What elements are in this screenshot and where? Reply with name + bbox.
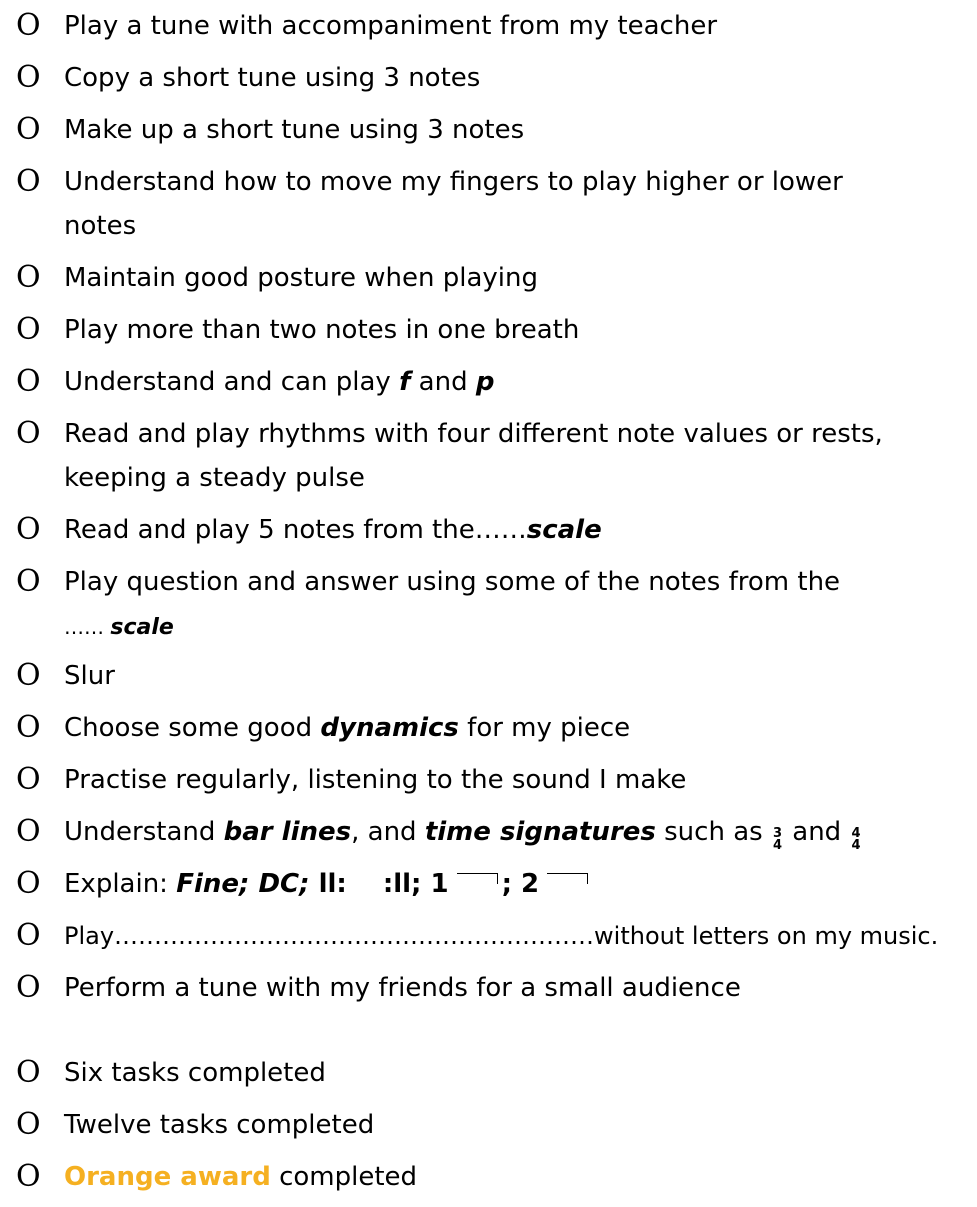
item-text-post: such as bbox=[655, 817, 771, 847]
list-item bbox=[0, 160, 967, 248]
time-signature-4-4 bbox=[851, 828, 860, 852]
list-item bbox=[0, 4, 967, 48]
item-text-line2: notes bbox=[64, 211, 137, 241]
award-text bbox=[64, 1155, 417, 1199]
second-ending-label: ; 2 bbox=[501, 869, 540, 899]
item-text: Play more than two notes in one breath bbox=[64, 315, 580, 345]
award-item bbox=[0, 1051, 967, 1095]
time-signature-top: 4 bbox=[851, 826, 861, 841]
circle-bullet-icon: O bbox=[16, 164, 41, 199]
list-item bbox=[0, 56, 967, 100]
circle-bullet-icon: O bbox=[16, 8, 41, 43]
item-text-mid: and bbox=[410, 367, 476, 397]
first-ending-bracket-icon bbox=[457, 873, 498, 884]
dynamic-forte: f bbox=[399, 367, 411, 397]
time-signature-top: 3 bbox=[772, 826, 782, 841]
repeat-start-symbol: ll: bbox=[309, 869, 347, 899]
circle-bullet-icon: O bbox=[16, 1159, 41, 1194]
second-ending-bracket-icon bbox=[547, 873, 588, 884]
award-item bbox=[0, 1103, 967, 1147]
item-text-line1: Read and play rhythms with four different note values or rests, bbox=[64, 419, 883, 449]
list-item bbox=[0, 360, 967, 404]
item-text-pre: Read and play 5 notes from the…… bbox=[64, 515, 527, 545]
item-text bbox=[64, 412, 883, 500]
item-text-line1: Play question and answer using some of the notes from the bbox=[64, 567, 841, 597]
list-item bbox=[0, 308, 967, 352]
item-text-and: and bbox=[784, 817, 850, 847]
item-text bbox=[64, 810, 863, 854]
circle-bullet-icon: O bbox=[16, 762, 41, 797]
circle-bullet-icon: O bbox=[16, 970, 41, 1005]
item-text bbox=[64, 360, 494, 404]
circle-bullet-icon: O bbox=[16, 658, 41, 693]
time-signature-bottom: 4 bbox=[772, 838, 782, 853]
list-item bbox=[0, 706, 967, 750]
list-item bbox=[0, 810, 967, 854]
circle-bullet-icon: O bbox=[16, 1055, 41, 1090]
repeat-end-symbol: :ll; bbox=[382, 869, 422, 899]
item-text bbox=[64, 508, 602, 552]
list-item bbox=[0, 966, 967, 1010]
list-item bbox=[0, 914, 967, 958]
circle-bullet-icon: O bbox=[16, 1107, 41, 1142]
circle-bullet-icon: O bbox=[16, 60, 41, 95]
circle-bullet-icon: O bbox=[16, 814, 41, 849]
item-text: Maintain good posture when playing bbox=[64, 263, 538, 293]
award-text: Six tasks completed bbox=[64, 1058, 326, 1088]
item-text-mid: , and bbox=[351, 817, 425, 847]
list-item bbox=[0, 256, 967, 300]
circle-bullet-icon: O bbox=[16, 512, 41, 547]
item-text bbox=[64, 706, 630, 750]
item-text: Play……………………………………………………without letters on my music. bbox=[64, 922, 939, 950]
circle-bullet-icon: O bbox=[16, 312, 41, 347]
list-item bbox=[0, 108, 967, 152]
circle-bullet-icon: O bbox=[16, 564, 41, 599]
award-item bbox=[0, 1155, 967, 1199]
first-ending-label: 1 bbox=[421, 869, 449, 899]
time-signature-3-4 bbox=[773, 828, 782, 852]
item-text bbox=[64, 160, 843, 248]
item-text bbox=[64, 862, 592, 906]
orange-award-label: Orange award bbox=[64, 1162, 271, 1192]
item-text-line2: keeping a steady pulse bbox=[64, 463, 365, 493]
item-text: Play a tune with accompaniment from my teacher bbox=[64, 11, 718, 41]
list-item bbox=[0, 654, 967, 698]
circle-bullet-icon: O bbox=[16, 710, 41, 745]
award-text-post: completed bbox=[270, 1162, 418, 1192]
circle-bullet-icon: O bbox=[16, 918, 41, 953]
circle-bullet-icon: O bbox=[16, 866, 41, 901]
item-text-pre: Explain: bbox=[64, 869, 177, 899]
item-text-post: for my piece bbox=[458, 713, 631, 743]
circle-bullet-icon: O bbox=[16, 260, 41, 295]
item-text-line2-pre: …… bbox=[64, 615, 111, 639]
item-text: Make up a short tune using 3 notes bbox=[64, 115, 525, 145]
dynamic-piano: p bbox=[475, 367, 495, 397]
item-text-emphasis: scale bbox=[110, 615, 174, 640]
list-item bbox=[0, 412, 967, 500]
item-text-pre: Understand bbox=[64, 817, 224, 847]
item-text-emphasis: time signatures bbox=[424, 817, 656, 847]
item-text-emphasis: dynamics bbox=[320, 713, 459, 743]
list-item bbox=[0, 862, 967, 906]
item-text: Perform a tune with my friends for a small audience bbox=[64, 973, 741, 1003]
item-text-pre: Understand and can play bbox=[64, 367, 400, 397]
item-text-pre: Choose some good bbox=[64, 713, 321, 743]
item-text: Practise regularly, listening to the sound I make bbox=[64, 765, 687, 795]
item-text-emphasis: Fine; DC; bbox=[176, 869, 310, 899]
item-text: Copy a short tune using 3 notes bbox=[64, 63, 481, 93]
list-item bbox=[0, 508, 967, 552]
list-item bbox=[0, 560, 967, 650]
item-text-emphasis: bar lines bbox=[223, 817, 352, 847]
item-text-emphasis: scale bbox=[526, 515, 602, 545]
circle-bullet-icon: O bbox=[16, 364, 41, 399]
item-text bbox=[64, 560, 840, 650]
circle-bullet-icon: O bbox=[16, 112, 41, 147]
circle-bullet-icon: O bbox=[16, 416, 41, 451]
award-text: Twelve tasks completed bbox=[64, 1110, 375, 1140]
item-text: Slur bbox=[64, 661, 115, 691]
time-signature-bottom: 4 bbox=[851, 838, 861, 853]
item-text-line1: Understand how to move my fingers to play higher or lower bbox=[64, 167, 843, 197]
list-item bbox=[0, 758, 967, 802]
